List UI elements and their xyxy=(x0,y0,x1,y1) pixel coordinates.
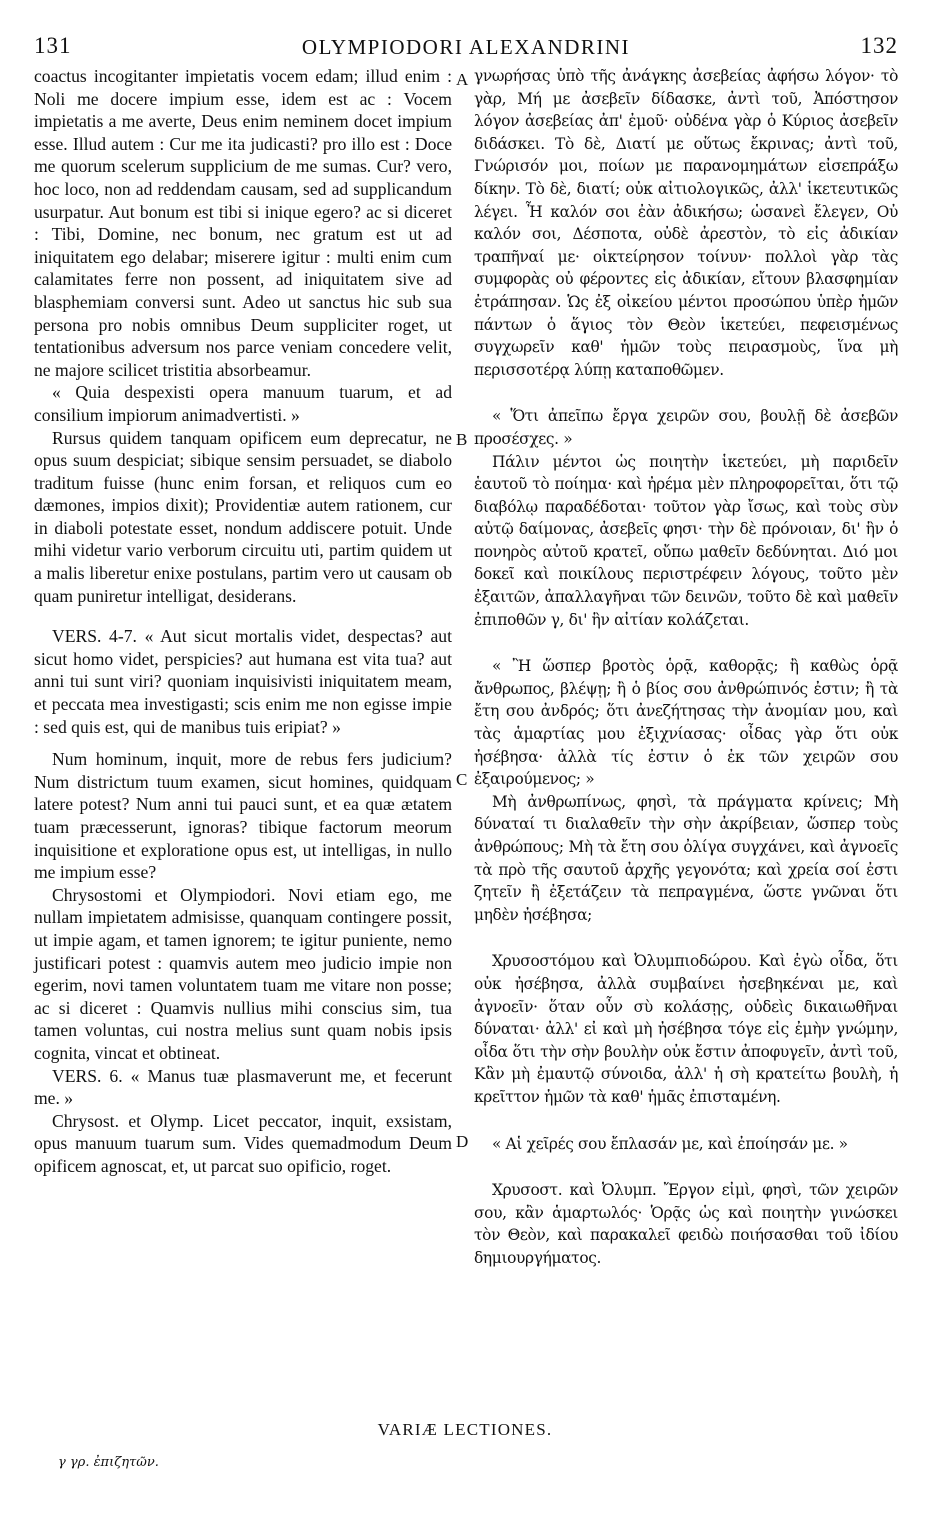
greek-chrysostom-olympiodorus: Χρυσοστόμου καὶ Ὀλυμπιοδώρου. Καὶ ἐγὼ οἶδα, ὅτι οὐκ ἠσέβησα, ἀλλὰ συμβαίνει ἠσεβηκέναι με, καὶ ἀγνοεῖν· ὅταν οὖν σὺ κολάσῃς, οὐδεὶς δικαιωθῆναι δύναται· ἀλλ' εἰ καὶ μὴ ἠσέβησα τόγε εἰς ἐμὴν γνώμην, οἶδα ὅτι τὴν σὴν βουλὴν οὐκ ἔστιν ἀποφυγεῖν, ἀντὶ τοῦ, Κἂν μὴ ἐμαυτῷ σύνοιδα, ἀλλ' ἡ σὴ κρατείτω βουλὴ, ἡ κρεῖττον ἡμῶν τὰ καθ' ἡμᾶς ἐπισταμένη. xyxy=(474,952,898,1106)
latin-paragraph-3: Num hominum, inquit, more de rebus fers judicium? Num districtum tuum examen, sicut homines, quidquam latere potest? Num anni tui pauci sunt, et ea quæ ætatem tuam præcesserunt, ignoras? tibique factorum meorum inquisitione et exploratione opus est, ut intelligas, in nullo me impium esse? xyxy=(34,749,452,883)
latin-verse-4-7: VERS. 4-7. « Aut sicut mortalis videt, despectas? aut sicut homo videt, perspicies? aut humana est vita tua? aut anni tui sunt viri? quoniam inquisivisti iniquitatem meam, et peccata mea investigasti; scis enim me non egisse impie : sed quis est, qui de manibus tuis eripiat? » xyxy=(34,626,452,737)
greek-verse-quote-3: « Αἱ χεῖρές σου ἔπλασάν με, καὶ ἐποίησάν με. » xyxy=(492,1134,848,1153)
latin-column xyxy=(34,65,452,1178)
running-title: OLYMPIODORI ALEXANDRINI xyxy=(301,35,631,59)
greek-column xyxy=(474,65,898,1270)
greek-paragraph-3: Μὴ ἀνθρωπίνως, φησὶ, τὰ πράγματα κρίνεις; Μὴ δύναταί τι διαλαθεῖν τὴν σὴν ἀκρίβειαν, ὥσπερ τοὺς ἀνθρώπους; Μὴ τὰ ἔτη σου ὀλίγα συγχάνει, καὶ ἀγνοεῖς τὰ πρὸ τῆς σαυτοῦ ἀρχῆς γεγονότα; καὶ χρεία σοί ἐστι ζητεῖν ἢ ἐξετάζειν τὰ πεπραγμένα, ὥστε γνῶναι ὅτι μηδὲν ἠσέβησα; xyxy=(474,792,898,924)
latin-paragraph-2: Rursus quidem tanquam opificem eum deprecatur, ne opus suum despiciat; sibique sensim persuadet, se diabolo traditum fuisse (hunc enim forsan, et reliquos cum eo dæmones, impios dixit); Providentiæ autem rationem, cur in diaboli potestate esset, nondum addiscere potuit. Unde mihi videtur vario verborum circuitu uti, partim quidem ut a malis liberetur enixe postulans, partim vero ut causam ob quam puniretur intelligat, desiderans. xyxy=(34,427,452,606)
margin-letter-c: C xyxy=(456,770,468,789)
latin-paragraph-1: coactus incogitanter impietatis vocem edam; illud enim : Noli me docere impium esse, idem est ac : Vocem impietatis a me averte, Deus enim neminem docet impium esse. Illud autem : Cur me ita judicasti? pro illo est : Doce me quorum scelerum supplicium de me sumas. Cur? vero, hoc loco, non ad reddendam causam, sed ad supplicandum usurpatur. Aut bonum est tibi si inique egero? ac si diceret : Tibi, Domine, nec bonum, nec gratum est ut ad iniquitatem ego delabar; miserere igitur : multi enim cum calamitates ferre non possent, ad iniquitatem sive ad blasphemiam conversi sunt. Adeo ut sanctus hic sub sua persona pro nobis omnibus Deum suppliciter roget, ut tentationibus adversum nos parce veniam concedere velit, ne majore scilicet tristitia absorbeamur. xyxy=(34,66,452,380)
margin-letter-d: D xyxy=(456,1132,469,1151)
margin-letter-b: B xyxy=(456,430,468,449)
latin-paragraph-4: Chrysost. et Olymp. Licet peccator, inquit, exsistam, opus manuum tuarum sum. Vides quemadmodum Deum opificem agnoscat, et, ut parcat suo opificio, roget. xyxy=(34,1110,452,1176)
page-header xyxy=(34,33,898,63)
page-number-right: 132 xyxy=(860,33,898,58)
greek-paragraph-1: γνωρήσας ὑπὸ τῆς ἀνάγκης ἀσεβείας ἀφήσω λόγον· τὸ γὰρ, Μή με ἀσεβεῖν δίδασκε, ἀντὶ τοῦ, Ἀπόστησον λόγον ἀσεβείας ἀπ' ἐμοῦ· οὐδένα γὰρ ὁ Κύριος ἀσεβεῖν διδάσκει. Τὸ δὲ, Διατί με οὕτως ἔκρινας; ἀντὶ τοῦ, Γνώρισόν μοι, ποίων με παρανομημάτων εἰσεπράξω δίκην. Τὸ δὲ, διατί; οὐκ αἰτιολογικῶς, ἀλλ' ἱκετευτικῶς λέγει. Ἦ καλόν σοι ἐὰν ἀδικήσω; ὡσανεὶ ἔλεγεν, Οὐ καλόν σοι, Δέσποτα, οὐδὲ ἀρεστὸν, τὸ εἰς ἀδικίαν τραπῆναί με· οἰκτείρησον τοίνυν· πολλοὶ γὰρ τὰς συμφορὰς οὐ φέροντες εἰς ἀδικίαν, εἴτουν βλασφημίαν ἐτράπησαν. Ὡς ἐξ οἰκείου μέντοι προσώπου ὑπὲρ ἡμῶν πάντων ὁ ἅγιος τὸν Θεὸν ἱκετεύει, πεφεισμένως συγχωρεῖν καθ' ἡμῶν τοὺς πειρασμοὺς, ἵνα μὴ περισσοτέρᾳ λύπῃ καταποθῶμεν. xyxy=(474,67,898,379)
page-number-left: 131 xyxy=(34,33,72,58)
greek-verse-quote-2: « Ἢ ὥσπερ βροτὸς ὁρᾷ, καθορᾷς; ἢ καθὼς ὁρᾷ ἄνθρωπος, βλέψῃ; ἢ ὁ βίος σου ἀνθρώπινός ἐστιν; ἢ τὰ ἔτη σου ἀνδρός; ὅτι ἀνεζήτησας τὴν ἀνομίαν μου, καὶ τὰς ἁμαρτίας μου ἐξιχνίασας· οἶδας γὰρ ὅτι οὐκ ἠσέβησα· ἀλλὰ τίς ἐστιν ὁ ἐκ τῶν χειρῶν σου ἐξαιρούμενος; » xyxy=(474,657,898,789)
variae-lectiones-heading: VARIÆ LECTIONES. xyxy=(377,1420,553,1439)
greek-paragraph-4: Χρυσοστ. καὶ Ὀλυμπ. Ἔργον εἰμὶ, φησὶ, τῶν χειρῶν σου, κἂν ἁμαρτωλός· Ὁρᾷς ὡς καὶ ποιητὴν γινώσκει τὸν Θεὸν, καὶ παρακαλεῖ φειδὼ ποιήσασθαι τοῦ ἰδίου δημιουργήματος. xyxy=(474,1181,898,1267)
latin-verse-quote-1: « Quia despexisti opera manuum tuarum, et ad consilium impiorum animadvertisti. » xyxy=(34,382,452,425)
latin-verse-6: VERS. 6. « Manus tuæ plasmaverunt me, et fecerunt me. » xyxy=(34,1065,452,1109)
margin-letter-a: A xyxy=(456,70,469,89)
latin-chrysostom-olympiodorus: Chrysostomi et Olympiodori. Novi etiam ego, me nullam impietatem admisisse, quanquam contingere possit, ut impie agam, et tamen ignorem; te igitur puniente, nemo justificari potest : quamvis autem meo judicio impie non egerim, novi tamen voluntatem tuam me vitare non posse; ac si diceret : Quamvis nullius mihi conscius sim, tua tamen voluntas, cui nostra melius sunt quam nobis ipsis cognita, vincat et obtineat. xyxy=(34,884,452,1063)
greek-paragraph-2: Πάλιν μέντοι ὡς ποιητὴν ἱκετεύει, μὴ παριδεῖν ἑαυτοῦ τὸ ποίημα· καὶ ἠρέμα μὲν πληροφορεῖται, ὅτι τῷ διαβόλῳ παραδέδοται· τοῦτον γὰρ ἴσως, καὶ τοὺς σὺν αὐτῷ δαίμονας, ἀσεβεῖς φησι· τὴν δὲ πρόνοιαν, δι' ἣν ὁ πονηρὸς αὐτοῦ κρατεῖ, οὔπω μαθεῖν δεδύνηται. Διό μοι δοκεῖ καὶ ποικίλους περιστρέφειν λόγους, τοῦτο μὲν ἐξαιτῶν, ἀπαλλαγῆναι τῶν δεινῶν, τοῦτο δὲ καὶ μαθεῖν ἐπιποθῶν γ, δι' ἣν αἰτίαν κολάζεται. xyxy=(474,452,898,629)
greek-verse-quote-1: « Ὅτι ἀπεῖπω ἔργα χειρῶν σου, βουλῇ δὲ ἀσεβῶν προσέσχες. » xyxy=(474,407,898,448)
footnote: γ γρ. ἐπιζητῶν. xyxy=(58,1455,159,1470)
